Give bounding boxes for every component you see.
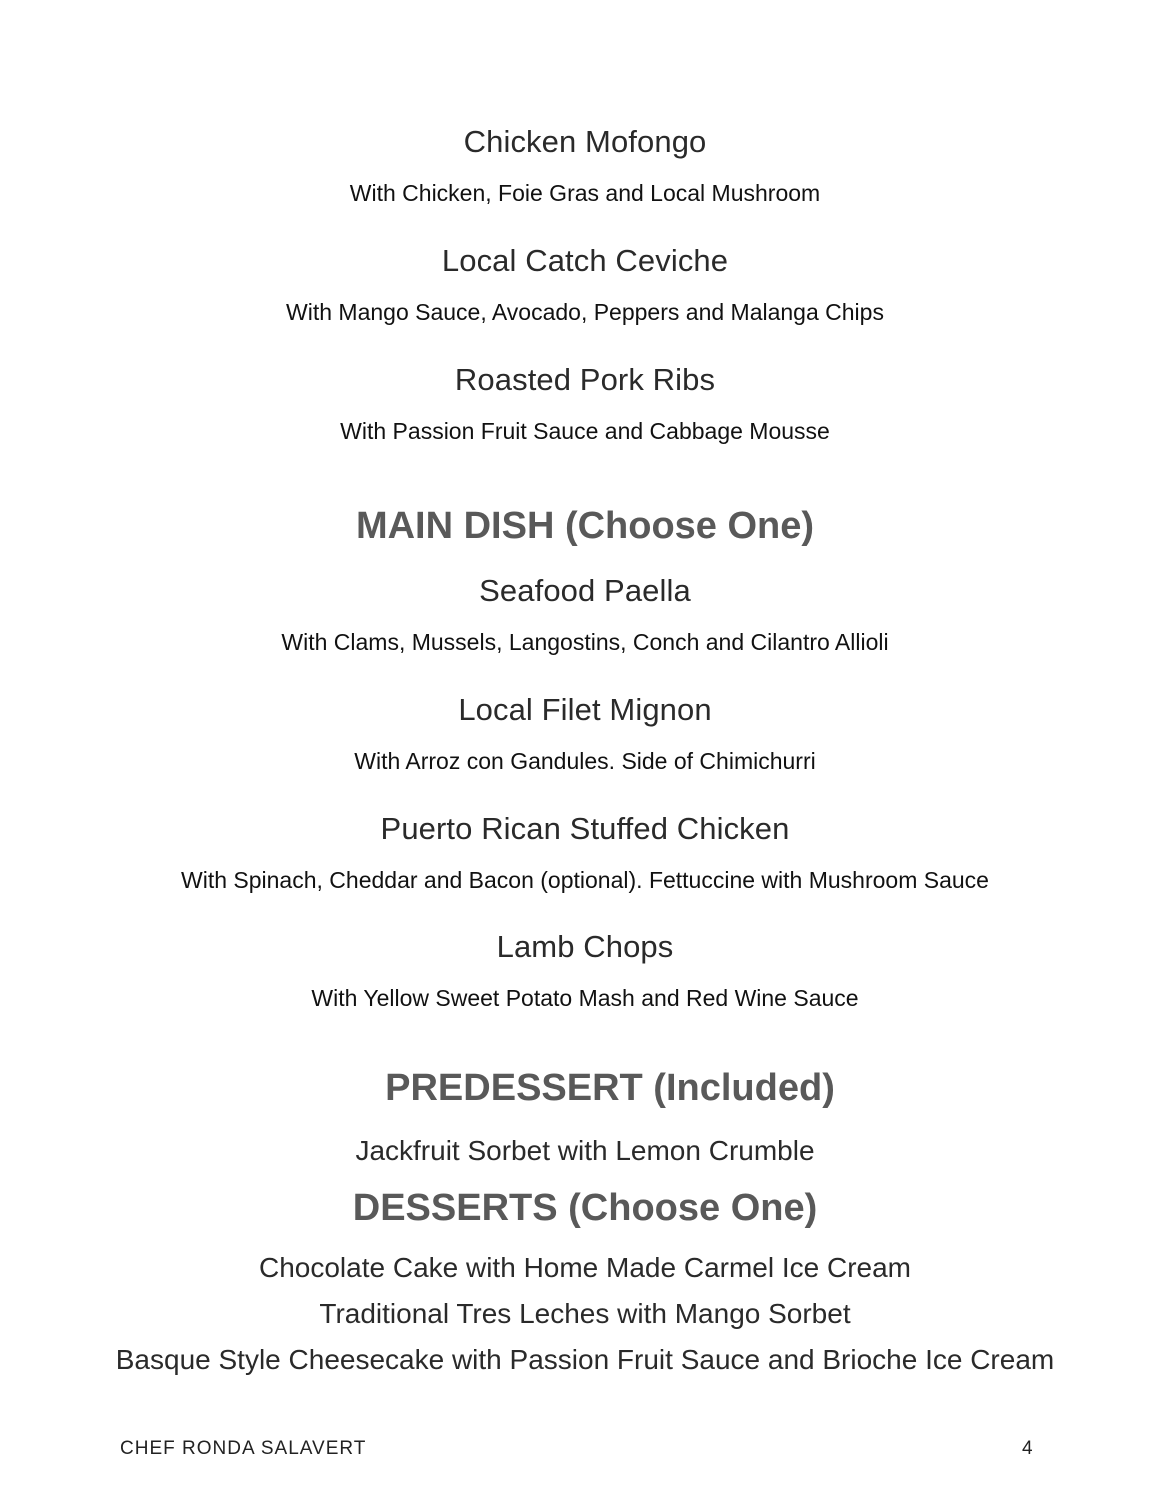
dish-description: With Arroz con Gandules. Side of Chimichurri [354,748,816,774]
dish-description: With Yellow Sweet Potato Mash and Red Wine Sauce [311,985,859,1011]
dish-description: With Chicken, Foie Gras and Local Mushroom [349,180,821,206]
dish-description: With Spinach, Cheddar and Bacon (optional). Fettuccine with Mushroom Sauce [181,867,989,893]
dish-name: Roasted Pork Ribs [454,362,716,397]
dessert-item: Basque Style Cheesecake with Passion Fruit Sauce and Brioche Ice Cream [115,1344,1055,1375]
section-heading-predessert: PREDESSERT (Included) [385,1067,835,1109]
dish-name: Puerto Rican Stuffed Chicken [380,811,790,846]
dish-description: With Mango Sauce, Avocado, Peppers and Malanga Chips [286,299,884,325]
footer-author: CHEF RONDA SALAVERT [120,1438,367,1459]
dish-name: Chicken Mofongo [463,124,707,159]
dessert-item: Traditional Tres Leches with Mango Sorbet [319,1298,851,1329]
dish-name: Local Catch Ceviche [441,243,729,278]
dessert-item: Chocolate Cake with Home Made Carmel Ice Cream [258,1252,912,1283]
dish-name: Seafood Paella [479,573,691,608]
page-number: 4 [1022,1438,1033,1459]
dish-name: Local Filet Mignon [458,692,712,727]
dish-name: Lamb Chops [496,929,674,964]
dish-description: With Clams, Mussels, Langostins, Conch and Cilantro Allioli [281,629,889,655]
section-heading-desserts: DESSERTS (Choose One) [352,1187,818,1229]
section-heading-main-dish: MAIN DISH (Choose One) [355,505,815,547]
predessert-item: Jackfruit Sorbet with Lemon Crumble [355,1135,815,1166]
dish-description: With Passion Fruit Sauce and Cabbage Mousse [340,418,830,444]
